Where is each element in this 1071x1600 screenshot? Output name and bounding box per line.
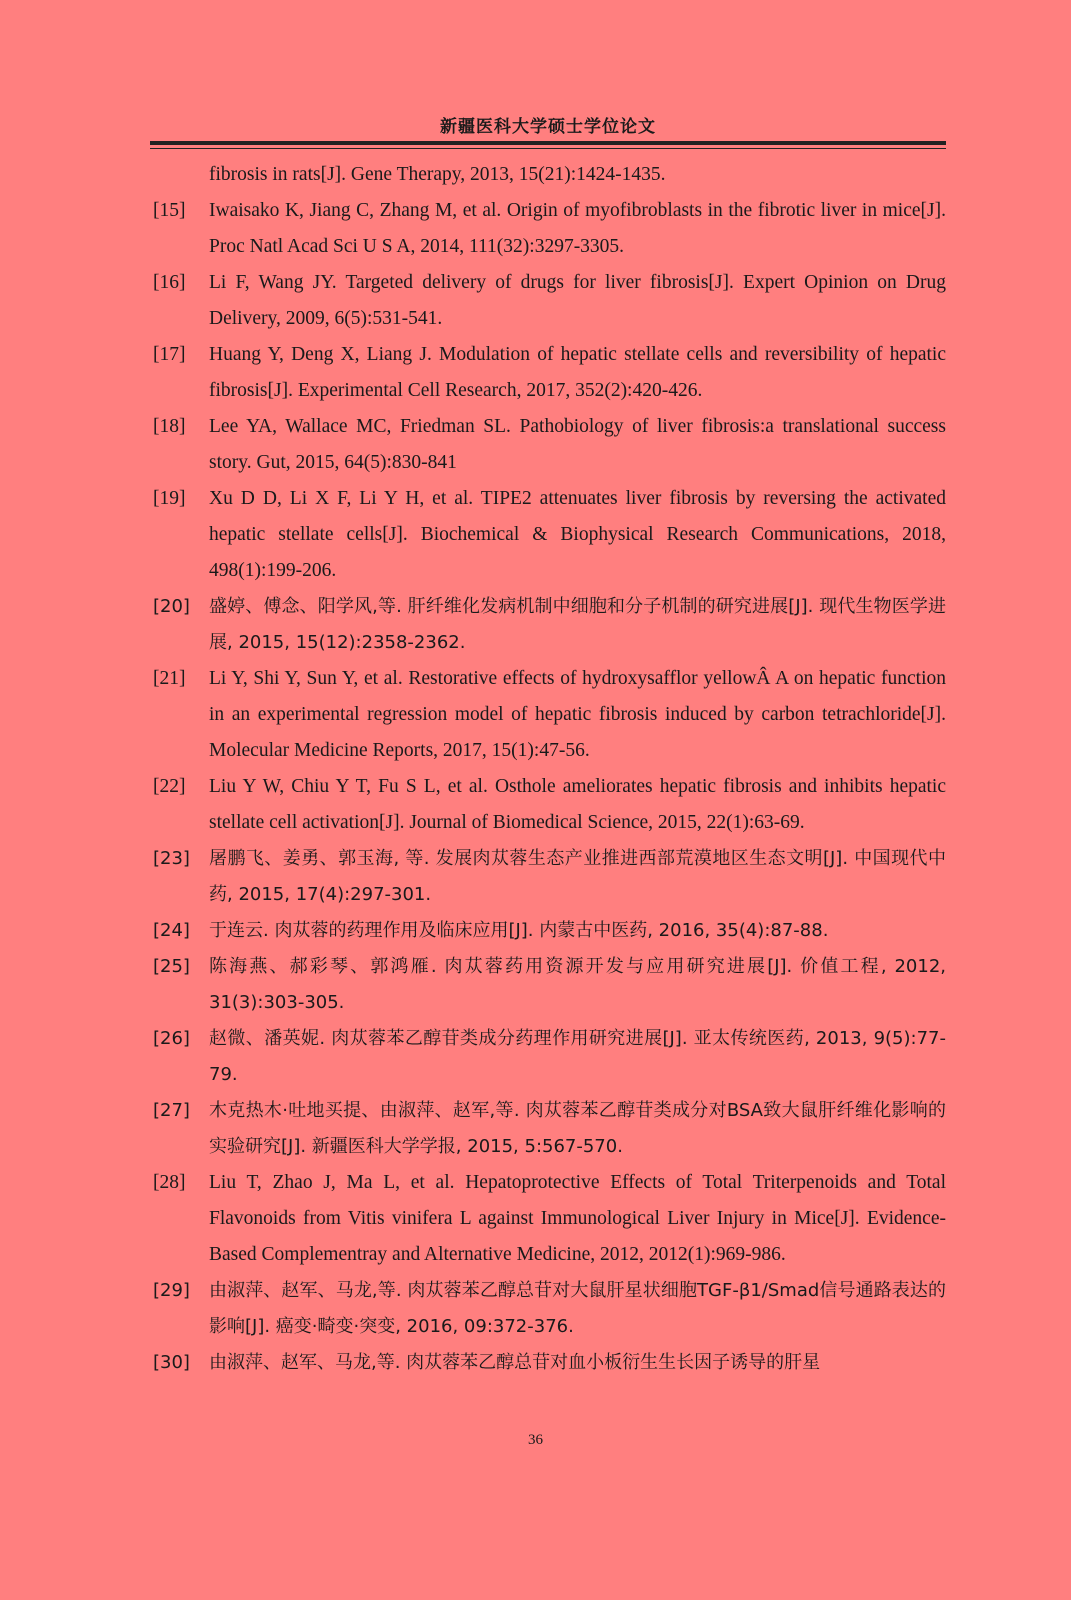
reference-number: [17]: [153, 344, 186, 365]
reference-list: [150, 157, 946, 1381]
reference-text: 陈海燕、郝彩琴、郭鸿雁. 肉苁蓉药用资源开发与应用研究进展[J]. 价值工程, 2012, 31(3):303-305.: [209, 956, 946, 1013]
reference-24: [150, 913, 946, 949]
reference-27: [150, 1093, 946, 1165]
reference-number: [15]: [153, 200, 186, 221]
reference-text: Li Y, Shi Y, Sun Y, et al. Restorative effects of hydroxysafflor yellowÂ A on hepatic function in an experimental regression model of hepatic fibrosis induced by carbon tetrachloride[J]. Molecular Medicine Reports, 2017, 15(1):47-56.: [209, 668, 946, 761]
reference-18: [150, 409, 946, 481]
reference-text: 屠鹏飞、姜勇、郭玉海, 等. 发展肉苁蓉生态产业推进西部荒漠地区生态文明[J]. 中国现代中药, 2015, 17(4):297-301.: [209, 848, 946, 905]
reference-17: [150, 337, 946, 409]
reference-number: [23]: [153, 848, 190, 869]
reference-number: [24]: [153, 920, 190, 941]
reference-number: [21]: [153, 668, 186, 689]
header-rule-thick: [150, 141, 946, 145]
reference-number: [16]: [153, 272, 186, 293]
reference-23: [150, 841, 946, 913]
reference-number: [28]: [153, 1172, 186, 1193]
reference-25: [150, 949, 946, 1021]
reference-number: [25]: [153, 956, 190, 977]
reference-19: [150, 481, 946, 589]
reference-text: Li F, Wang JY. Targeted delivery of drugs for liver fibrosis[J]. Expert Opinion on Drug Delivery, 2009, 6(5):531-541.: [209, 272, 946, 329]
reference-16: [150, 265, 946, 337]
reference-text: Iwaisako K, Jiang C, Zhang M, et al. Origin of myofibroblasts in the fibrotic liver in mice[J]. Proc Natl Acad Sci U S A, 2014, 111(32):3297-3305.: [209, 200, 946, 257]
reference-text: Liu T, Zhao J, Ma L, et al. Hepatoprotective Effects of Total Triterpenoids and Total Flavonoids from Vitis vinifera L against Immunological Liver Injury in Mice[J]. Evidence-Based Complementray and Alternative Medicine, 2012, 2012(1):969-986.: [209, 1172, 946, 1265]
reference-15: [150, 193, 946, 265]
reference-number: [20]: [153, 596, 190, 617]
reference-21: [150, 661, 946, 769]
reference-number: [19]: [153, 488, 186, 509]
reference-text: 盛婷、傅念、阳学风,等. 肝纤维化发病机制中细胞和分子机制的研究进展[J]. 现代生物医学进展, 2015, 15(12):2358-2362.: [209, 596, 946, 653]
reference-text: Xu D D, Li X F, Li Y H, et al. TIPE2 attenuates liver fibrosis by reversing the activated hepatic stellate cells[J]. Biochemical & Biophysical Research Communications, 2018, 498(1):199-206.: [209, 488, 946, 581]
reference-number: [30]: [153, 1352, 190, 1373]
reference-text: Lee YA, Wallace MC, Friedman SL. Pathobiology of liver fibrosis:a translational success story. Gut, 2015, 64(5):830-841: [209, 416, 946, 473]
reference-30: [150, 1345, 946, 1381]
reference-number: [29]: [153, 1280, 190, 1301]
reference-29: [150, 1273, 946, 1345]
reference-continuation: fibrosis in rats[J]. Gene Therapy, 2013, 15(21):1424-1435.: [209, 164, 666, 185]
reference-number: [18]: [153, 416, 186, 437]
running-header: 新疆医科大学硕士学位论文: [440, 117, 656, 137]
reference-text: 于连云. 肉苁蓉的药理作用及临床应用[J]. 内蒙古中医药, 2016, 35(4):87-88.: [209, 920, 829, 941]
page-number: 36: [528, 1432, 543, 1448]
reference-26: [150, 1021, 946, 1093]
reference-22: [150, 769, 946, 841]
header-rule-thin: [150, 148, 946, 149]
reference-28: [150, 1165, 946, 1273]
reference-text: Huang Y, Deng X, Liang J. Modulation of hepatic stellate cells and reversibility of hepatic fibrosis[J]. Experimental Cell Research, 2017, 352(2):420-426.: [209, 344, 946, 401]
reference-number: [26]: [153, 1028, 190, 1049]
reference-text: 木克热木·吐地买提、由淑萍、赵军,等. 肉苁蓉苯乙醇苷类成分对BSA致大鼠肝纤维化影响的实验研究[J]. 新疆医科大学学报, 2015, 5:567-570.: [209, 1100, 946, 1157]
reference-text: Liu Y W, Chiu Y T, Fu S L, et al. Osthole ameliorates hepatic fibrosis and inhibits hepatic stellate cell activation[J]. Journal of Biomedical Science, 2015, 22(1):63-69.: [209, 776, 946, 833]
reference-text: 由淑萍、赵军、马龙,等. 肉苁蓉苯乙醇总苷对大鼠肝星状细胞TGF-β1/Smad信号通路表达的影响[J]. 癌变·畸变·突变, 2016, 09:372-376.: [209, 1280, 946, 1337]
reference-number: [22]: [153, 776, 186, 797]
reference-text: 由淑萍、赵军、马龙,等. 肉苁蓉苯乙醇总苷对血小板衍生生长因子诱导的肝星: [209, 1352, 821, 1373]
reference-20: [150, 589, 946, 661]
reference-text: 赵微、潘英妮. 肉苁蓉苯乙醇苷类成分药理作用研究进展[J]. 亚太传统医药, 2013, 9(5):77-79.: [209, 1028, 946, 1085]
reference-number: [27]: [153, 1100, 190, 1121]
